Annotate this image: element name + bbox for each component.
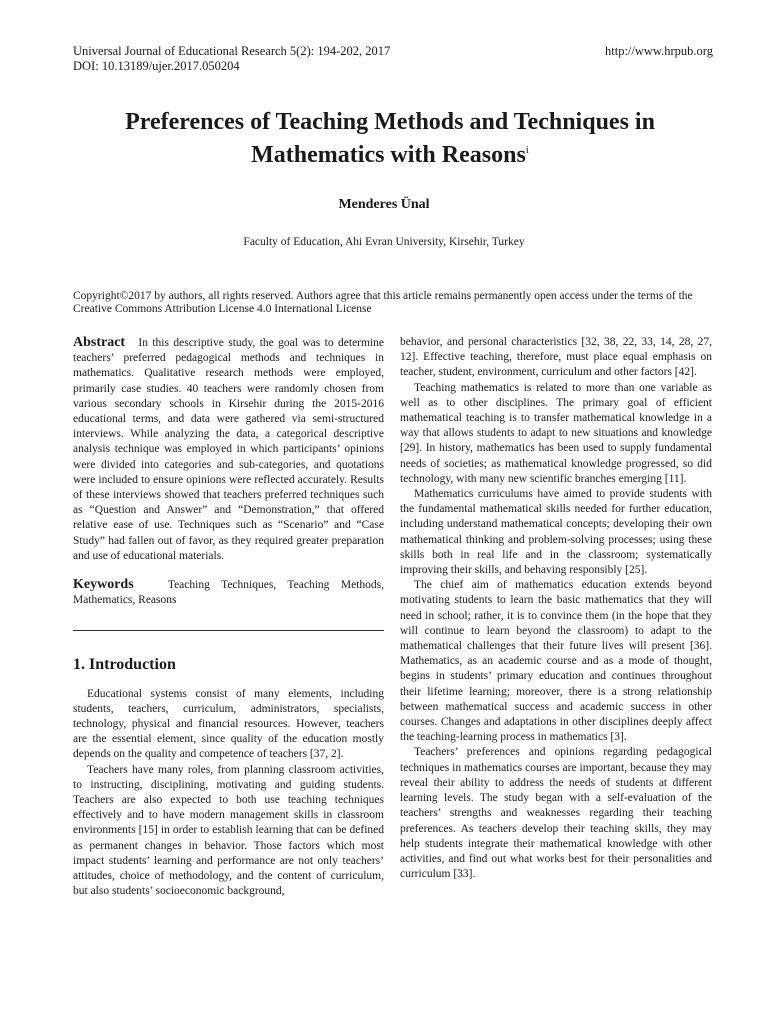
keywords-text: Teaching Techniques, Teaching Methods, Mathematics, Reasons — [73, 579, 384, 607]
body-paragraph-5: Teachers’ preferences and opinions regarding pedagogical techniques in mathematics courses are important, because they may reveal their ability to address the needs of students at different learning levels. The study began with a self-evaluation of the teachers’ strengths and weaknesses regarding their teaching preferences. As teachers develop their teaching skills, they may help students integrate their mathematical knowledge with other activities, and find out what works best for their personalities and curriculum [33]. — [400, 746, 712, 881]
body-paragraph-4: The chief aim of mathematics education extends beyond motivating students to learn the basic mathematics that they will need in school; rather, it is to convince them (in the hope that they will continue to learn beyond the classroom) to adapt to the mathematical challenges that their future lives will present [36]. Mathematics, as an academic course and as a mode of thought, begins in students’ primary education and continues throughout their lifetime learning; moreover, there is a strong relationship between mathematical success and academic success in other courses. Changes and adaptations in other disciplines deeply affect the teaching-learning process in mathematics [3]. — [400, 579, 712, 744]
abstract-label: Abstract — [73, 335, 126, 350]
title-line-1: Preferences of Teaching Methods and Techniques in — [125, 109, 655, 135]
section-heading-introduction: 1. Introduction — [73, 656, 176, 674]
keywords-label: Keywords — [73, 577, 134, 593]
title-footnote-marker[interactable]: i — [525, 144, 529, 156]
article-title — [60, 106, 720, 172]
journal-header — [73, 44, 390, 74]
keywords — [73, 577, 384, 608]
body-paragraph-3: Mathematics curriculums have aimed to provide students with the fundamental mathematical skills needed for further education, including understand mathematical concepts; developing their own mathematical thinking and problem-solving processes; using these skills both in real life and in the classroom; systematically improving their skills, and behaving responsibly [25]. — [400, 488, 712, 577]
copyright-notice: Copyright©2017 by authors, all rights reserved. Authors agree that this article remains permanently open access under the terms of the Creative Commons Attribution License 4.0 International License — [73, 290, 693, 315]
title-line-2: Mathematics with Reasons — [251, 142, 526, 168]
right-column — [400, 335, 712, 882]
abstract-text: In this descriptive study, the goal was to determine teachers’ preferred pedagogical methods and techniques in mathematics. Qualitative research methods were employed, primarily case studies. 40 teachers were randomly chosen from various secondary schools in Kirsehir during the 2015-2016 educational terms, and data were gathered via semi-structured interviews. While analyzing the data, a categorical descriptive analysis technique was employed in which participants’ opinions were divided into categories and sub-categories, and quotations were included to ensure opinions were reflected accurately. Results of these interviews showed that teachers preferred techniques such as “Question and Answer” and “Demonstration,” that offered relative ease of use. Techniques such as “Scenario” and “Case Study” had fallen out of favor, as they required greater preparation and use of educational materials. — [73, 337, 385, 562]
intro-paragraph-2: Teachers have many roles, from planning classroom activities, to instructing, disciplining, motivating and guiding students. Teachers are also expected to both use teaching techniques effectively and to have modern management skills in classroom environments [15] in order to establish learning that can be defined as permanent changes in behavior. Those factors which most impact students’ learning and performance are not only teachers’ attitudes, choice of methodology, and the content of curriculum, but also students’ socioeconomic background, — [73, 763, 384, 898]
body-paragraph-continued: behavior, and personal characteristics [32, 38, 22, 33, 14, 28, 27, 12]. Effective teaching, therefore, must place equal emphasis on teacher, student, environment, curriculum and other factors [42]. — [400, 336, 712, 379]
author-name: Menderes Ünal — [338, 197, 430, 212]
doi-link[interactable]: DOI: 10.13189/ujer.2017.050204 — [73, 59, 240, 73]
journal-url[interactable]: http://www.hrpub.org — [605, 44, 713, 58]
intro-paragraph-1: Educational systems consist of many elements, including students, teachers, curriculum, administrators, specialists, technology, physical and financial resources. However, teachers are the essential element, since quality of the education mostly depends on the quality and competence of teachers [37, 2]. — [73, 687, 384, 761]
section-divider — [73, 630, 384, 631]
body-paragraph-2: Teaching mathematics is related to more than one variable as well as to other disciplines. The primary goal of efficient mathematical teaching is to transfer mathematical knowledge in a way that allows students to adapt to new situations and knowledge [29]. In history, mathematics has been used to supply fundamental needs of societies; as mathematical knowledge progressed, so did technology, with many new scientific branches emerging [11]. — [400, 381, 712, 485]
abstract — [73, 335, 384, 564]
journal-citation: Universal Journal of Educational Research 5(2): 194-202, 2017 — [73, 44, 391, 58]
left-column — [73, 335, 384, 900]
author-affiliation: Faculty of Education, Ahi Evran University, Kirsehir, Turkey — [243, 236, 525, 248]
